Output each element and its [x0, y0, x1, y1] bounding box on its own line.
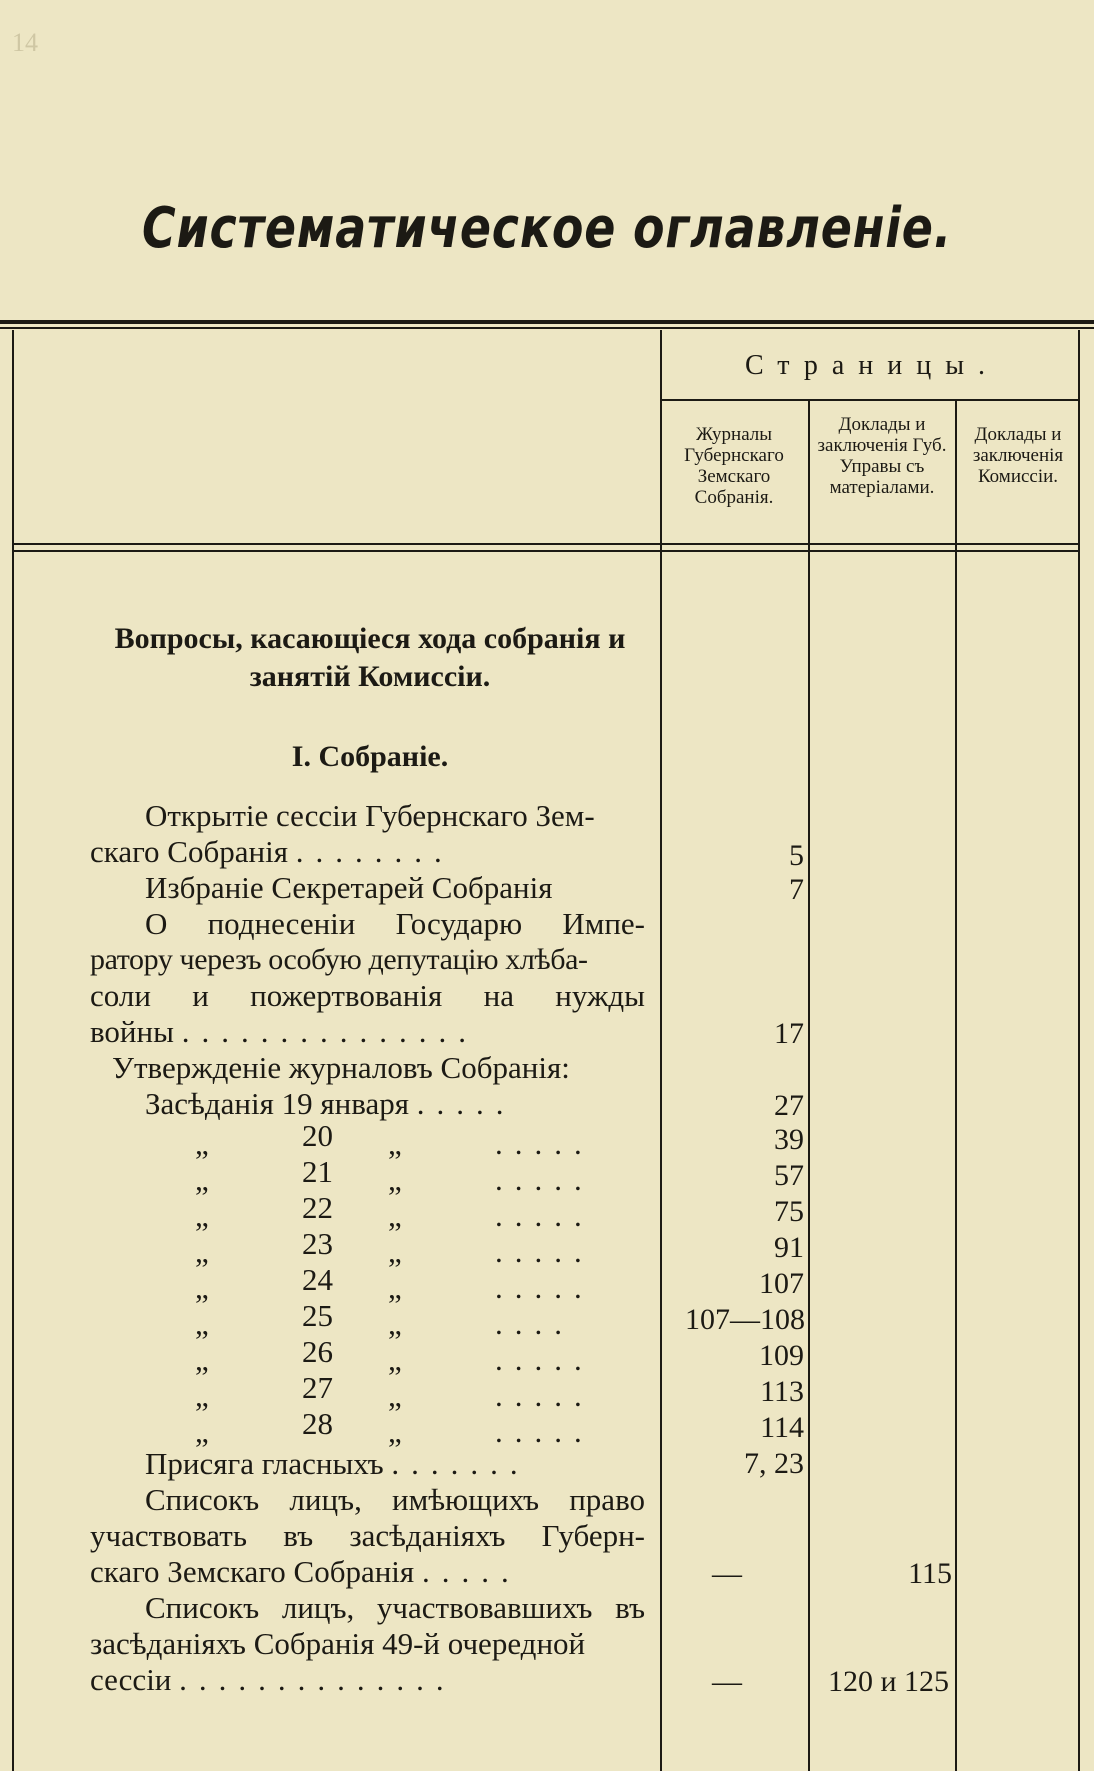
leader-dots: ..... — [416, 1086, 516, 1121]
entry-list1-line2: участвовать въ засѣданіяхъ Губерн- — [90, 1518, 645, 1553]
session-page: 107—108 — [685, 1303, 805, 1336]
leader-dots: ............... — [181, 1014, 478, 1049]
entry-opening-page: 5 — [789, 839, 804, 872]
entry-list2-line2: засѣданіяхъ Собранія 49-й очередной — [90, 1626, 586, 1661]
session-ditto-mark: „ — [388, 1198, 402, 1233]
entry-deputation-line4 — [90, 1014, 478, 1050]
entry-deputation-text: войны — [90, 1014, 174, 1049]
header-bottom-rule-2 — [12, 550, 1078, 552]
session-page: 39 — [774, 1123, 804, 1156]
session-ditto-mark: „ — [388, 1234, 402, 1269]
section-heading: Вопросы, касающіеся хода собранія и занятій Комиссіи. — [114, 622, 626, 693]
entry-oath-page: 7, 23 — [744, 1447, 804, 1480]
session-ditto-mark: „ — [388, 1378, 402, 1413]
subsection-heading: I. Собраніе. — [291, 740, 449, 773]
session-day: 26 — [302, 1334, 333, 1369]
page-number: 14 — [12, 28, 38, 57]
leader-dots: .... — [495, 1306, 574, 1341]
session-ditto-mark: „ — [195, 1270, 209, 1305]
session-day: 28 — [302, 1406, 333, 1441]
session-day: 25 — [302, 1298, 333, 1333]
entry-opening-line2 — [90, 834, 454, 870]
top-rule-inner — [0, 327, 1094, 329]
session-page: 109 — [759, 1339, 804, 1372]
entry-list2-text: сессіи — [90, 1662, 172, 1697]
session-row — [145, 1086, 515, 1122]
entry-approval: Утвержденіе журналовъ Собранія: — [112, 1050, 570, 1085]
header-bottom-rule — [12, 543, 1078, 545]
entry-list1-page-commission: 115 — [908, 1557, 952, 1590]
session-ditto-mark: „ — [195, 1198, 209, 1233]
left-border — [12, 330, 14, 1771]
page-title: Систематическое оглавленіе. — [141, 196, 953, 261]
entry-deputation-line3: соли и пожертвованія на нужды — [90, 978, 645, 1013]
entry-deputation-line2: ратору черезъ особую депутацію хлѣба- — [90, 943, 588, 976]
session-page: 114 — [760, 1411, 804, 1444]
col-divider-3 — [955, 400, 957, 1771]
col-divider-1 — [660, 330, 662, 1771]
session-day: 27 — [302, 1370, 333, 1405]
entry-opening-line1: Открытіе сессіи Губернскаго Зем- — [145, 798, 595, 833]
leader-dots: ..... — [495, 1126, 594, 1161]
leader-dots: ..... — [495, 1270, 594, 1305]
entry-list2-line1: Списокъ лицъ, участвовавшихъ въ — [145, 1590, 645, 1625]
session-day: 22 — [302, 1190, 333, 1225]
leader-dots: ........ — [295, 834, 454, 869]
entry-opening-text: скаго Собранія — [90, 834, 288, 869]
session-ditto-mark: „ — [388, 1162, 402, 1197]
session-ditto-mark: „ — [388, 1414, 402, 1449]
session-page: 113 — [760, 1375, 804, 1408]
top-rule — [0, 320, 1094, 324]
leader-dots: ..... — [495, 1342, 594, 1377]
leader-dots: ..... — [495, 1198, 594, 1233]
header-col-reports-commission: Доклады и заключенія Комиссіи. — [972, 424, 1064, 487]
leader-dots: ..... — [421, 1554, 521, 1589]
session-ditto-mark: „ — [388, 1342, 402, 1377]
session-ditto-mark: „ — [195, 1306, 209, 1341]
entry-secretaries-page: 7 — [789, 873, 804, 906]
session-page: 91 — [774, 1231, 804, 1264]
session-ditto-mark: „ — [388, 1306, 402, 1341]
entry-list1-line1: Списокъ лицъ, имѣющихъ право — [145, 1482, 645, 1517]
session-day: 23 — [302, 1226, 333, 1261]
entry-list2-page-board: 120 и 125 — [827, 1665, 949, 1698]
session-ditto-mark: „ — [388, 1270, 402, 1305]
entry-deputation-page: 17 — [774, 1017, 804, 1050]
session-ditto-mark: „ — [195, 1126, 209, 1161]
entry-list1-line3 — [90, 1554, 521, 1590]
col-divider-2 — [808, 400, 810, 1771]
session-page: 57 — [774, 1159, 804, 1192]
session-label: Засѣданія 19 января — [145, 1086, 409, 1121]
session-ditto-mark: „ — [195, 1378, 209, 1413]
header-col-reports-board: Доклады и заключенія Губ. Управы съ матеріалами. — [817, 414, 947, 498]
entry-oath-text: Присяга гласныхъ — [145, 1446, 384, 1481]
session-ditto-mark: „ — [195, 1414, 209, 1449]
leader-dots: ..... — [495, 1162, 594, 1197]
session-page: 27 — [774, 1089, 804, 1122]
entry-deputation-line1: О поднесеніи Государю Импе- — [145, 906, 645, 941]
session-ditto-mark: „ — [195, 1162, 209, 1197]
session-day: 20 — [302, 1118, 333, 1153]
entry-list1-text: скаго Земскаго Собранія — [90, 1554, 415, 1589]
session-page: 107 — [759, 1267, 804, 1300]
leader-dots: ..... — [495, 1234, 594, 1269]
leader-dots: ..... — [495, 1414, 594, 1449]
leader-dots: .............. — [179, 1662, 456, 1697]
leader-dots: ..... — [495, 1378, 594, 1413]
entry-oath — [145, 1446, 530, 1482]
header-pages-label: Страницы. — [744, 350, 1000, 381]
entry-list1-page-journals: — — [712, 1557, 742, 1590]
session-ditto-mark: „ — [195, 1342, 209, 1377]
session-day: 21 — [302, 1154, 333, 1189]
session-ditto-mark: „ — [195, 1234, 209, 1269]
session-day: 24 — [302, 1262, 333, 1297]
right-border — [1078, 330, 1080, 1771]
entry-secretaries: Избраніе Секретарей Собранія — [145, 870, 553, 905]
session-ditto-mark: „ — [388, 1126, 402, 1161]
leader-dots: ....... — [391, 1446, 530, 1481]
entry-list2-line3 — [90, 1662, 456, 1698]
header-col-journals: Журналы Губернскаго Земскаго Собранія. — [684, 424, 784, 508]
header-group-rule — [662, 399, 1078, 401]
session-page: 75 — [774, 1195, 804, 1228]
entry-list2-page-journals: — — [712, 1665, 742, 1698]
